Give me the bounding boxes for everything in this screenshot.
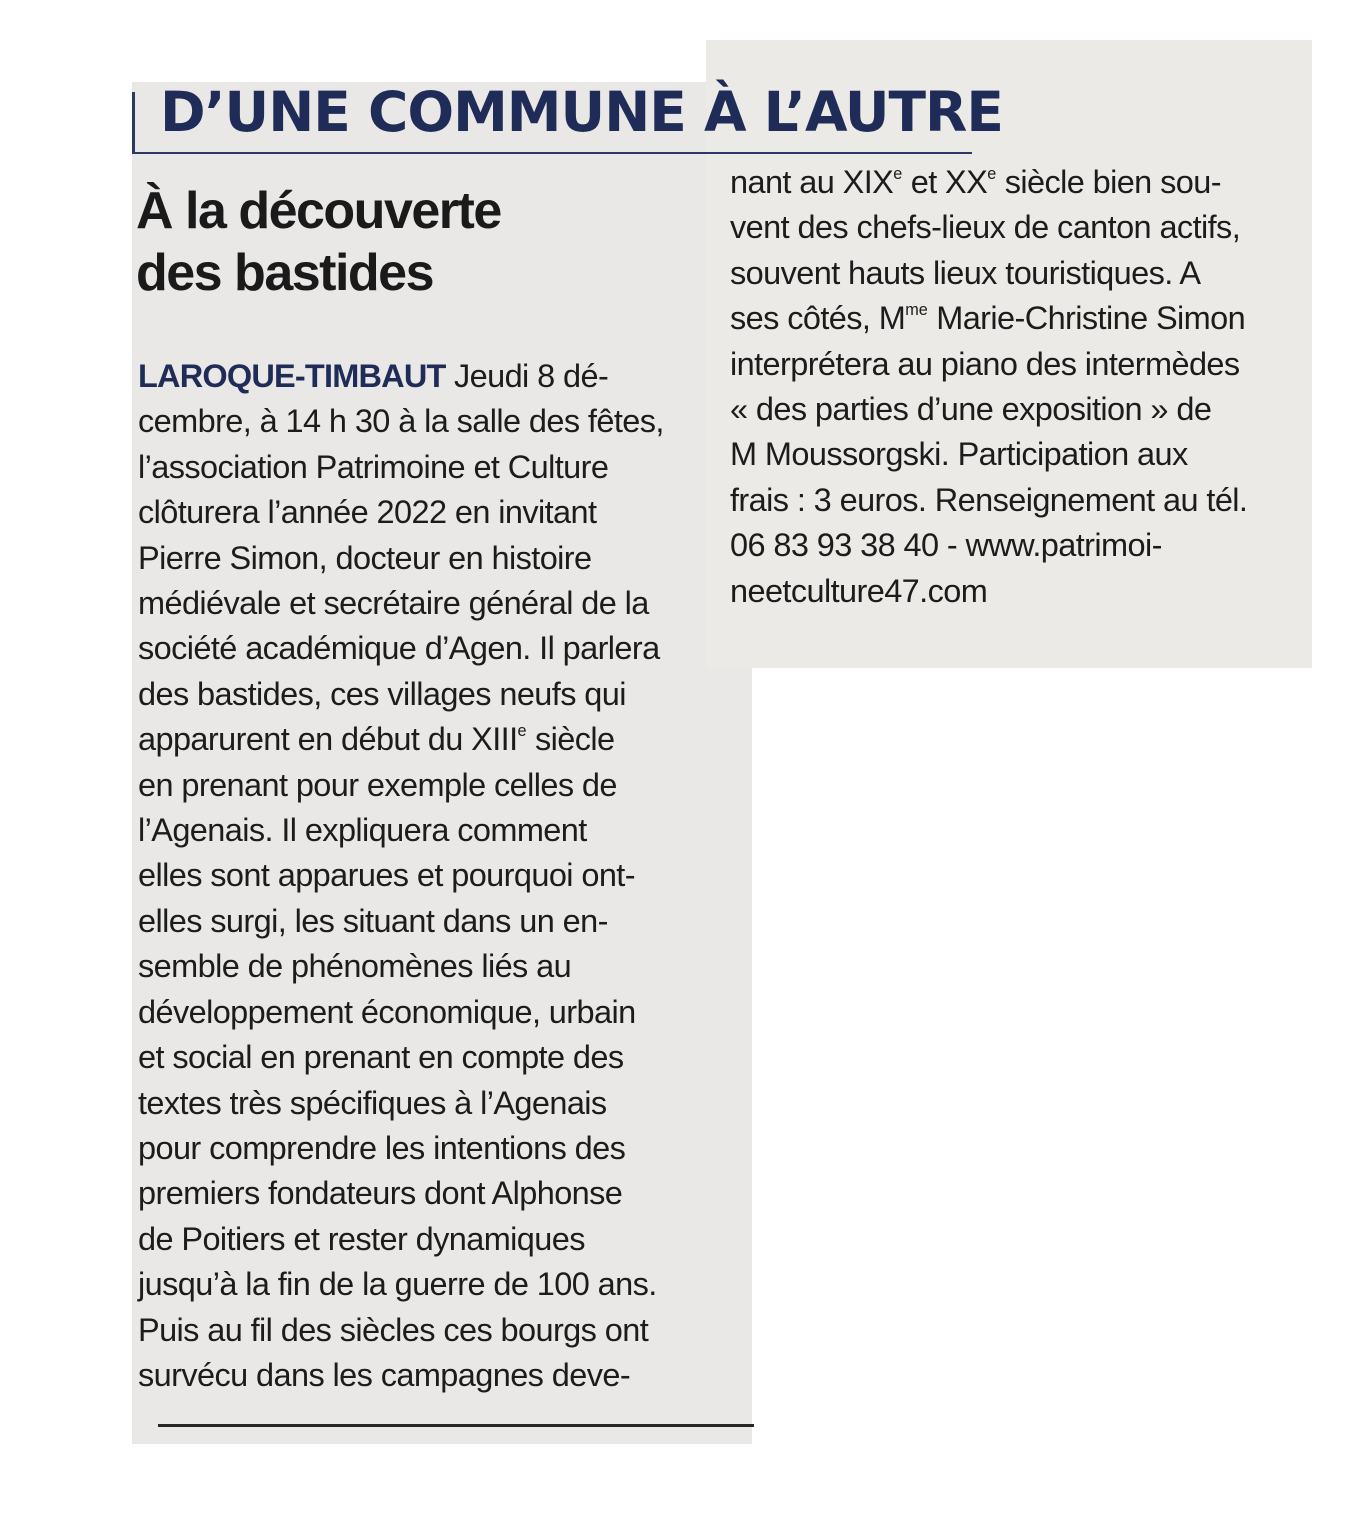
- rubric-side-rule: [132, 92, 135, 154]
- text-line: et social en prenant en compte des: [138, 1039, 624, 1076]
- text-line: [730, 296, 1300, 341]
- text-run: ses côtés, M: [730, 300, 906, 337]
- text-line: l’Agenais. Il expliquera comment: [138, 812, 587, 849]
- text-line: Pierre Simon, docteur en histoire: [138, 539, 592, 576]
- text-line: premiers fondateurs dont Alphonse: [138, 1175, 623, 1212]
- rubric-underline: [132, 152, 972, 154]
- superscript: e: [893, 165, 903, 184]
- text-line: cembre, à 14 h 30 à la salle des fêtes,: [138, 403, 664, 440]
- text-line: frais : 3 euros. Renseignement au tél.: [730, 481, 1248, 518]
- text-line: clôturera l’année 2022 en invitant: [138, 494, 597, 531]
- superscript: e: [517, 722, 527, 741]
- headline-line: des bastides: [136, 244, 434, 302]
- text-line: elles surgi, les situant dans un en-: [138, 902, 608, 939]
- superscript: me: [905, 301, 928, 320]
- text-line: l’association Patrimoine et Culture: [138, 448, 609, 485]
- section-rubric: D’UNE COMMUNE À L’AUTRE: [160, 80, 1003, 144]
- text-line: de Poitiers et rester dynamiques: [138, 1220, 585, 1257]
- article-column-right: [730, 160, 1300, 614]
- article-headline: [136, 180, 501, 304]
- text-line: [138, 717, 738, 762]
- text-line: souvent hauts lieux touristiques. A: [730, 254, 1201, 291]
- superscript: e: [987, 165, 997, 184]
- text-line: médiévale et secrétaire général de la: [138, 585, 649, 622]
- location-kicker: LAROQUE-TIMBAUT: [138, 358, 446, 394]
- text-line: Puis au fil des siècles ces bourgs ont: [138, 1311, 649, 1348]
- text-run: et XX: [902, 164, 988, 200]
- text-line: « des parties d’une exposition » de: [730, 391, 1212, 428]
- text-line: M Moussorgski. Participation aux: [730, 436, 1188, 473]
- text-line: textes très spécifiques à l’Agenais: [138, 1084, 607, 1121]
- text-run: siècle: [526, 721, 615, 758]
- text-line: [138, 354, 738, 399]
- text-line: neetculture47.com: [730, 572, 988, 609]
- article-column-left: [138, 354, 738, 1398]
- text-run: Jeudi 8 dé-: [453, 358, 609, 394]
- text-line: [730, 160, 1300, 205]
- text-line: société académique d’Agen. Il parlera: [138, 630, 660, 667]
- text-run: Marie-Christine Simon: [927, 300, 1246, 337]
- text-line: elles sont apparues et pourquoi ont-: [138, 857, 635, 894]
- text-line: 06 83 93 38 40 - www.patrimoi-: [730, 527, 1162, 564]
- text-line: développement économique, urbain: [138, 993, 636, 1030]
- text-run: nant au XIX: [730, 164, 894, 200]
- text-run: siècle bien sou-: [996, 164, 1221, 200]
- text-line: des bastides, ces villages neufs qui: [138, 675, 626, 712]
- text-line: survécu dans les campagnes deve-: [138, 1356, 631, 1393]
- text-line: pour comprendre les intentions des: [138, 1129, 626, 1166]
- article-end-rule: [158, 1424, 754, 1427]
- text-line: jusqu’à la fin de la guerre de 100 ans.: [138, 1266, 657, 1303]
- text-line: interprétera au piano des intermèdes: [730, 345, 1240, 382]
- headline-line: À la découverte: [136, 182, 501, 240]
- text-line: vent des chefs-lieux de canton actifs,: [730, 209, 1241, 246]
- text-run: apparurent en début du XIII: [138, 721, 518, 758]
- text-line: semble de phénomènes liés au: [138, 948, 572, 985]
- text-line: en prenant pour exemple celles de: [138, 766, 617, 803]
